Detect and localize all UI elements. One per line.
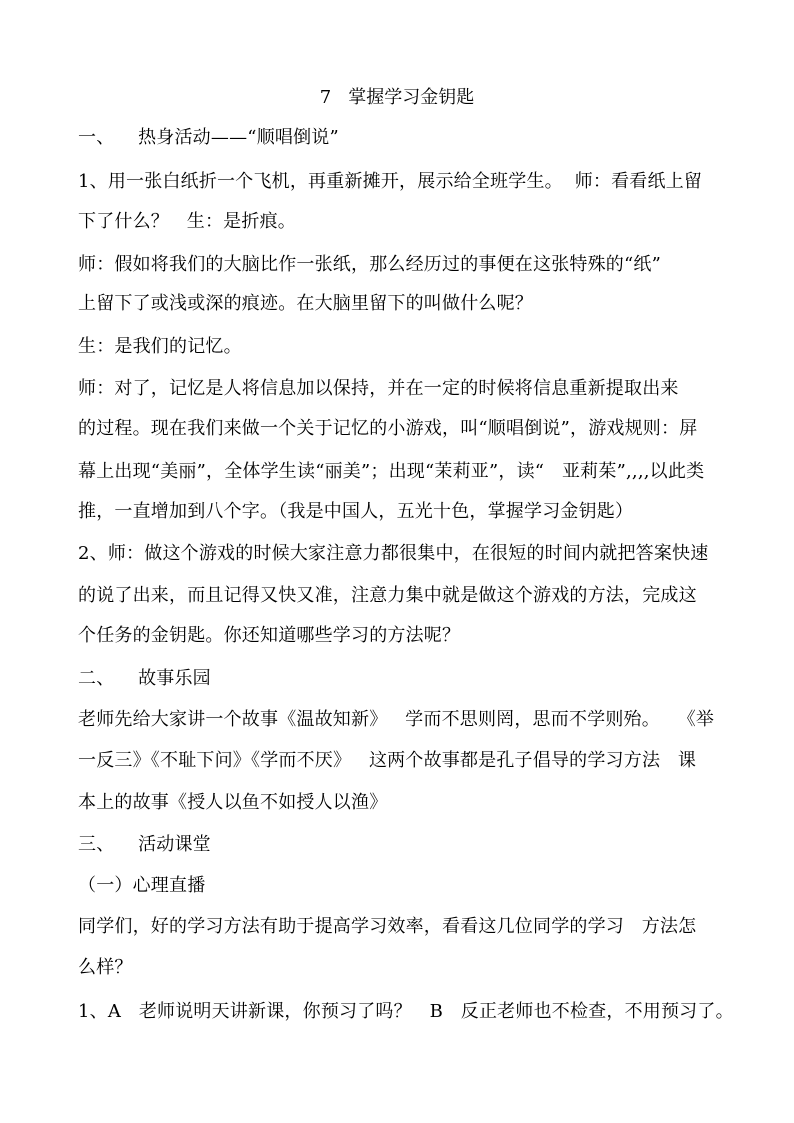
paragraph-line: 个任务的金钥匙。你还知道哪些学习的方法呢？ (78, 625, 461, 646)
section-heading-activity: 三、 活动课堂 (78, 834, 211, 855)
paragraph-line: 同学们，好的学习方法有助于提高学习效率，看看这几位同学的学习 方法怎 (78, 916, 697, 937)
paragraph-line: 1、A 老师说明天讲新课，你预习了吗？ B 反正老师也不检查，不用预习了。 (78, 1001, 734, 1022)
paragraph-line: 师：假如将我们的大脑比作一张纸，那么经历过的事便在这张特殊的“纸” (78, 254, 662, 275)
paragraph-line: 的说了出来，而且记得又快又准，注意力集中就是做这个游戏的方法，完成这 (78, 585, 697, 606)
paragraph-line: 上留下了或浅或深的痕迹。在大脑里留下的叫做什么呢？ (78, 293, 533, 314)
paragraph-line: 的过程。现在我们来做一个关于记忆的小游戏，叫“顺唱倒说”，游戏规则：屏 (78, 418, 698, 439)
paragraph-line: 本上的故事《授人以鱼不如授人以渔》 (78, 792, 388, 813)
paragraph-line: 师：对了，记忆是人将信息加以保持，并在一定的时候将信息重新提取出来 (78, 378, 679, 399)
paragraph-line: 幕上出现“美丽”，全体学生读“丽美”；出现“茉莉亚”，读“ 亚莉茱”,,,,以此类 (78, 461, 705, 482)
paragraph-line: 2、师：做这个游戏的时候大家注意力都很集中，在很短的时间内就把答案快速 (78, 543, 709, 564)
paragraph-line: 老师先给大家讲一个故事《温故知新》 学而不思则罔，思而不学则殆。 《举 (78, 709, 715, 730)
paragraph-line: 推，一直增加到八个字。（我是中国人，五光十色，掌握学习金钥匙） (78, 501, 634, 522)
document-title: 7 掌握学习金钥匙 (319, 87, 475, 108)
subsection-heading: （一）心理直播 (78, 875, 206, 896)
paragraph-line: 生：是我们的记忆。 (78, 336, 242, 357)
paragraph-line: 下了什么？ 生：是折痕。 (78, 211, 296, 232)
paragraph-line: 1、用一张白纸折一个飞机，再重新摊开，展示给全班学生。 师：看看纸上留 (78, 171, 703, 192)
paragraph-line: 一反三》《不耻下问》《学而不厌》 这两个故事都是孔子倡导的学习方法 课 (78, 750, 697, 771)
section-heading-warmup: 一、 热身活动——“顺唱倒说” (78, 127, 339, 148)
section-heading-story: 二、 故事乐园 (78, 668, 211, 689)
paragraph-line: 么样？ (78, 957, 133, 978)
